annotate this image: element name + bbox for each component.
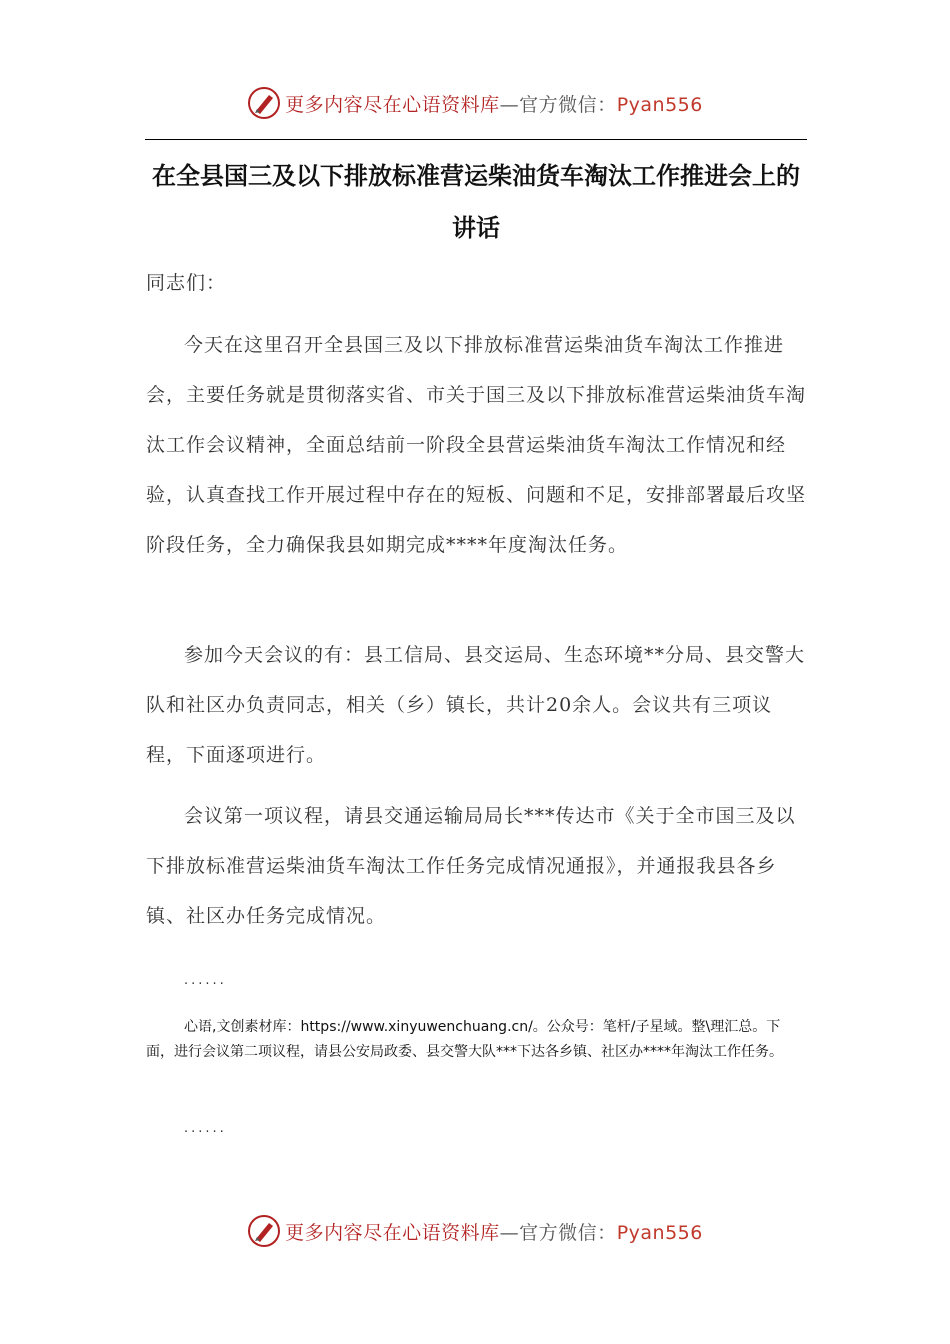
banner-separator: —	[499, 93, 520, 116]
paragraph-2: 参加今天会议的有：县工信局、县交运局、生态环境**分局、县交警大队和社区办负责同志，相关（乡）镇长，共计20余人。会议共有三项议程，下面逐项进行。	[146, 644, 806, 766]
footer-banner-separator: —	[499, 1221, 520, 1244]
banner-wechat-label: 官方微信：	[519, 93, 617, 116]
ellipsis-2: ......	[184, 1121, 227, 1136]
footer-banner-wechat-label: 官方微信：	[519, 1221, 617, 1244]
paragraph-3: 会议第一项议程，请县交通运输局局长***传达市《关于全市国三及以下排放标准营运柴油货车淘汰工作任务完成情况通报》，并通报我县各乡镇、社区办任务完成情况。	[146, 805, 796, 927]
ellipsis-1: ......	[184, 973, 227, 988]
salutation: 同志们：	[146, 272, 227, 294]
footer-banner-wechat-id: Pyan556	[616, 1221, 703, 1244]
footer-banner-main-text: 更多内容尽在心语资料库	[285, 1221, 500, 1244]
pen-logo-icon	[247, 86, 281, 120]
pen-logo-icon	[247, 1214, 281, 1248]
paragraph-4: 心语,文创素材库：https://www.xinyuwenchuang.cn/。公众号：笔杆/子星域。整\理汇总。下面，进行会议第二项议程，请县公安局政委、县交警大队***下达各乡镇、社区办****年淘汰工作任务。	[146, 1019, 783, 1060]
banner-main-text: 更多内容尽在心语资料库	[285, 93, 500, 116]
paragraph-1: 今天在这里召开全县国三及以下排放标准营运柴油货车淘汰工作推进会，主要任务就是贯彻落实省、市关于国三及以下排放标准营运柴油货车淘汰工作会议精神，全面总结前一阶段全县营运柴油货车淘汰工作情况和经验，认真查找工作开展过程中存在的短板、问题和不足，安排部署最后攻坚阶段任务，全力确保我县如期完成****年度淘汰任务。	[146, 334, 807, 556]
document-title: 在全县国三及以下排放标准营运柴油货车淘汰工作推进会上的讲话	[152, 162, 800, 242]
header-divider	[145, 139, 807, 140]
banner-wechat-id: Pyan556	[616, 93, 703, 116]
footer-banner	[0, 1211, 950, 1251]
header-banner	[0, 83, 950, 123]
